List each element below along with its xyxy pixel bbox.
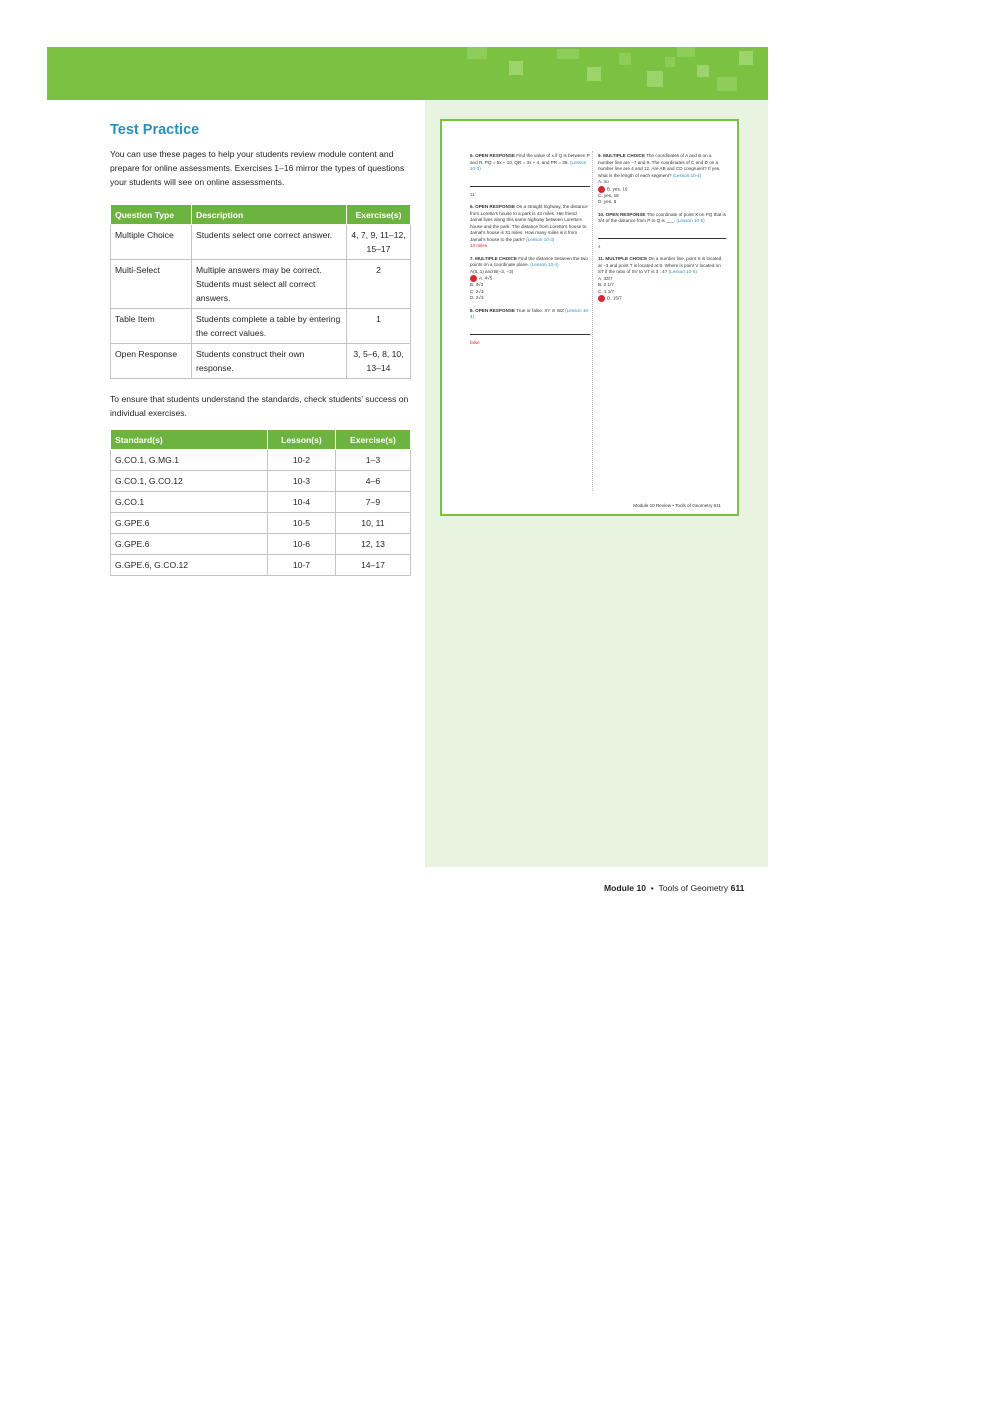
option-b: B. 4√3 <box>470 282 484 288</box>
table-row <box>111 344 411 379</box>
question-8 <box>470 308 590 347</box>
question-7 <box>470 256 590 302</box>
question-text: On a number line, point S is located at −3 and point T is located at 9. Where is point V located on ST if the ratio of SV to VT is 3 : 4? <box>598 256 722 275</box>
table-row <box>111 450 411 471</box>
lesson-ref: (Lesson 10-4) <box>470 307 590 320</box>
table-row <box>111 260 411 309</box>
exercises-cell: 14–17 <box>335 555 410 576</box>
lesson-ref: (Lesson 10-5) <box>676 218 705 224</box>
selected-answer-marker <box>598 186 605 193</box>
lesson-ref: (Lesson 10-6) <box>668 269 697 275</box>
standards-intro-text: To ensure that students understand the standards, check students’ success on individual exercises. <box>110 394 409 418</box>
footer-module: Module 10 <box>604 883 647 893</box>
question-5 <box>470 153 590 198</box>
question-10 <box>598 212 726 251</box>
question-type-label: MULTIPLE CHOICE <box>603 153 645 158</box>
page-title: Test Practice <box>110 122 200 138</box>
exercises-cell: 3, 5–6, 8, 10, 13–14 <box>347 344 411 379</box>
answer-text: false <box>470 339 480 345</box>
header-banner <box>47 47 768 100</box>
exercises-cell: 2 <box>347 260 411 309</box>
question-number: 6. <box>470 204 474 209</box>
table-row <box>111 225 411 260</box>
lesson-ref: (Lesson 10-4) <box>672 172 702 178</box>
exercises-cell: 4–6 <box>335 471 410 492</box>
page-footer <box>604 883 744 893</box>
question-text: On a straight highway, the distance from Loretta’s house to a park is 43 miles. Her friend Jamal lives along this same highway between Loretta’s house and the park. The distance from Loretta’s house to Jamal’s house is 31 miles. How many miles is it from Jamal’s house to the park? <box>470 204 588 242</box>
lesson-cell: 10-7 <box>268 555 336 576</box>
number-line <box>470 324 590 335</box>
exercises-cell: 7–9 <box>335 492 410 513</box>
question-type-cell: Table Item <box>111 309 192 344</box>
thumbnail-left-column <box>470 153 590 352</box>
description-cell: Students construct their own response. <box>192 344 347 379</box>
col-exercises: Exercise(s) <box>335 430 410 450</box>
lesson-cell: 10-3 <box>268 471 336 492</box>
footer-title: Tools of Geometry <box>658 883 729 893</box>
question-type-label: OPEN RESPONSE <box>475 204 515 209</box>
question-6 <box>470 204 590 250</box>
option-a <box>470 275 590 282</box>
lesson-cell: 10-6 <box>268 534 336 555</box>
answer-text: 12 miles <box>470 243 488 248</box>
col-question-type: Question Type <box>111 205 192 225</box>
question-number: 10. <box>598 211 605 217</box>
option-c: C. yes, 16 <box>598 192 619 198</box>
answer-text: 11 <box>470 191 475 197</box>
table-row <box>111 309 411 344</box>
option-c: C. 2√3 <box>470 288 484 294</box>
thumbnail-right-column <box>598 153 726 308</box>
question-text: The coordinate of point X on PQ that is 3/4 of the distance from P to Q is ___. <box>598 211 726 224</box>
question-9 <box>598 153 726 206</box>
col-standards: Standard(s) <box>111 430 268 450</box>
standard-cell: G.GPE.6 <box>111 534 268 555</box>
option-b: B. 2 1/7 <box>598 282 614 288</box>
table-row <box>111 492 411 513</box>
question-type-label: MULTIPLE CHOICE <box>475 255 517 261</box>
exercises-cell: 4, 7, 9, 11–12, 15–17 <box>347 225 411 260</box>
footer-separator: • <box>648 883 657 893</box>
lesson-ref: (Lesson 10-3) <box>526 236 555 242</box>
standard-cell: G.GPE.6, G.CO.12 <box>111 555 268 576</box>
question-11 <box>598 256 726 302</box>
description-cell: Students select one correct answer. <box>192 225 347 260</box>
standards-table <box>110 429 411 576</box>
option-label: B. yes, 16 <box>607 186 628 192</box>
student-page-thumbnail <box>440 119 739 516</box>
question-text: Find the distance between the two points on a coordinate plane. <box>470 255 588 267</box>
description-cell: Multiple answers may be correct. Students must select all correct answers. <box>192 260 347 309</box>
lesson-cell: 10-5 <box>268 513 336 534</box>
question-number: 11. <box>598 256 605 262</box>
answer-text: 4 <box>598 243 601 249</box>
table-row <box>111 534 411 555</box>
exercises-cell: 10, 11 <box>335 513 410 534</box>
standard-cell: G.CO.1, G.MG.1 <box>111 450 268 471</box>
option-b <box>598 186 726 193</box>
lesson-ref: (Lesson 10-3) <box>470 159 587 171</box>
option-d <box>598 295 726 302</box>
selected-answer-marker <box>470 275 477 282</box>
segment-diagram <box>470 176 590 187</box>
number-line <box>598 228 726 239</box>
option-label: D. 15/7 <box>607 295 622 301</box>
option-a: A. 33/7 <box>598 275 613 281</box>
question-text: The coordinates of A and B on a number line are −7 and 9. The coordinates of C and D on a number line are 4 and 12. Are AB and CD congruent? If yes, what is the length of each segment? <box>598 153 721 178</box>
table-row <box>111 513 411 534</box>
table-row <box>111 471 411 492</box>
option-d: D. 2√3 <box>470 295 484 301</box>
table-row <box>111 555 411 576</box>
question-type-cell: Multiple Choice <box>111 225 192 260</box>
option-a: A. no <box>598 179 609 184</box>
option-d: D. yes, 8 <box>598 199 617 205</box>
description-cell: Students complete a table by entering the correct values. <box>192 309 347 344</box>
col-lessons: Lesson(s) <box>268 430 336 450</box>
question-type-label: OPEN RESPONSE <box>605 211 646 217</box>
question-type-label: OPEN RESPONSE <box>475 153 515 158</box>
question-number: 9. <box>598 153 602 158</box>
question-type-label: OPEN RESPONSE <box>475 307 515 313</box>
column-divider <box>592 151 593 491</box>
question-points: A(5, 1) and B(−3, −3) <box>470 268 514 274</box>
question-type-cell: Multi-Select <box>111 260 192 309</box>
standard-cell: G.CO.1 <box>111 492 268 513</box>
col-exercises: Exercise(s) <box>347 205 411 225</box>
question-text: Find the value of x if Q is between P and R, PQ = 5x − 10, QR = 3x + 4, and PR = 38. <box>470 153 590 165</box>
exercises-cell: 1–3 <box>335 450 410 471</box>
col-description: Description <box>192 205 347 225</box>
exercises-cell: 12, 13 <box>335 534 410 555</box>
standard-cell: G.CO.1, G.CO.12 <box>111 471 268 492</box>
question-number: 5. <box>470 153 474 158</box>
question-text: True or false: XY ≅ WZ <box>516 307 564 313</box>
exercises-cell: 1 <box>347 309 411 344</box>
question-number: 7. <box>470 255 474 261</box>
intro-text: You can use these pages to help your students review module content and prepare for online assessments. Exercises 1–16 mirror the types of questions your students will see on online assessments. <box>110 149 405 187</box>
lesson-ref: (Lesson 10-4) <box>530 262 559 267</box>
thumbnail-footer: Module 10 Review • Tools of Geometry 611 <box>633 503 721 508</box>
footer-page-number: 611 <box>730 883 745 893</box>
option-c: C. 1 1/7 <box>598 288 615 294</box>
question-type-table <box>110 204 411 379</box>
lesson-cell: 10-2 <box>268 450 336 471</box>
question-number: 8. <box>470 307 474 313</box>
selected-answer-marker <box>598 295 605 302</box>
standard-cell: G.GPE.6 <box>111 513 268 534</box>
option-label: A. 4√5 <box>479 275 493 281</box>
question-type-label: MULTIPLE CHOICE <box>605 256 648 262</box>
lesson-cell: 10-4 <box>268 492 336 513</box>
question-type-cell: Open Response <box>111 344 192 379</box>
